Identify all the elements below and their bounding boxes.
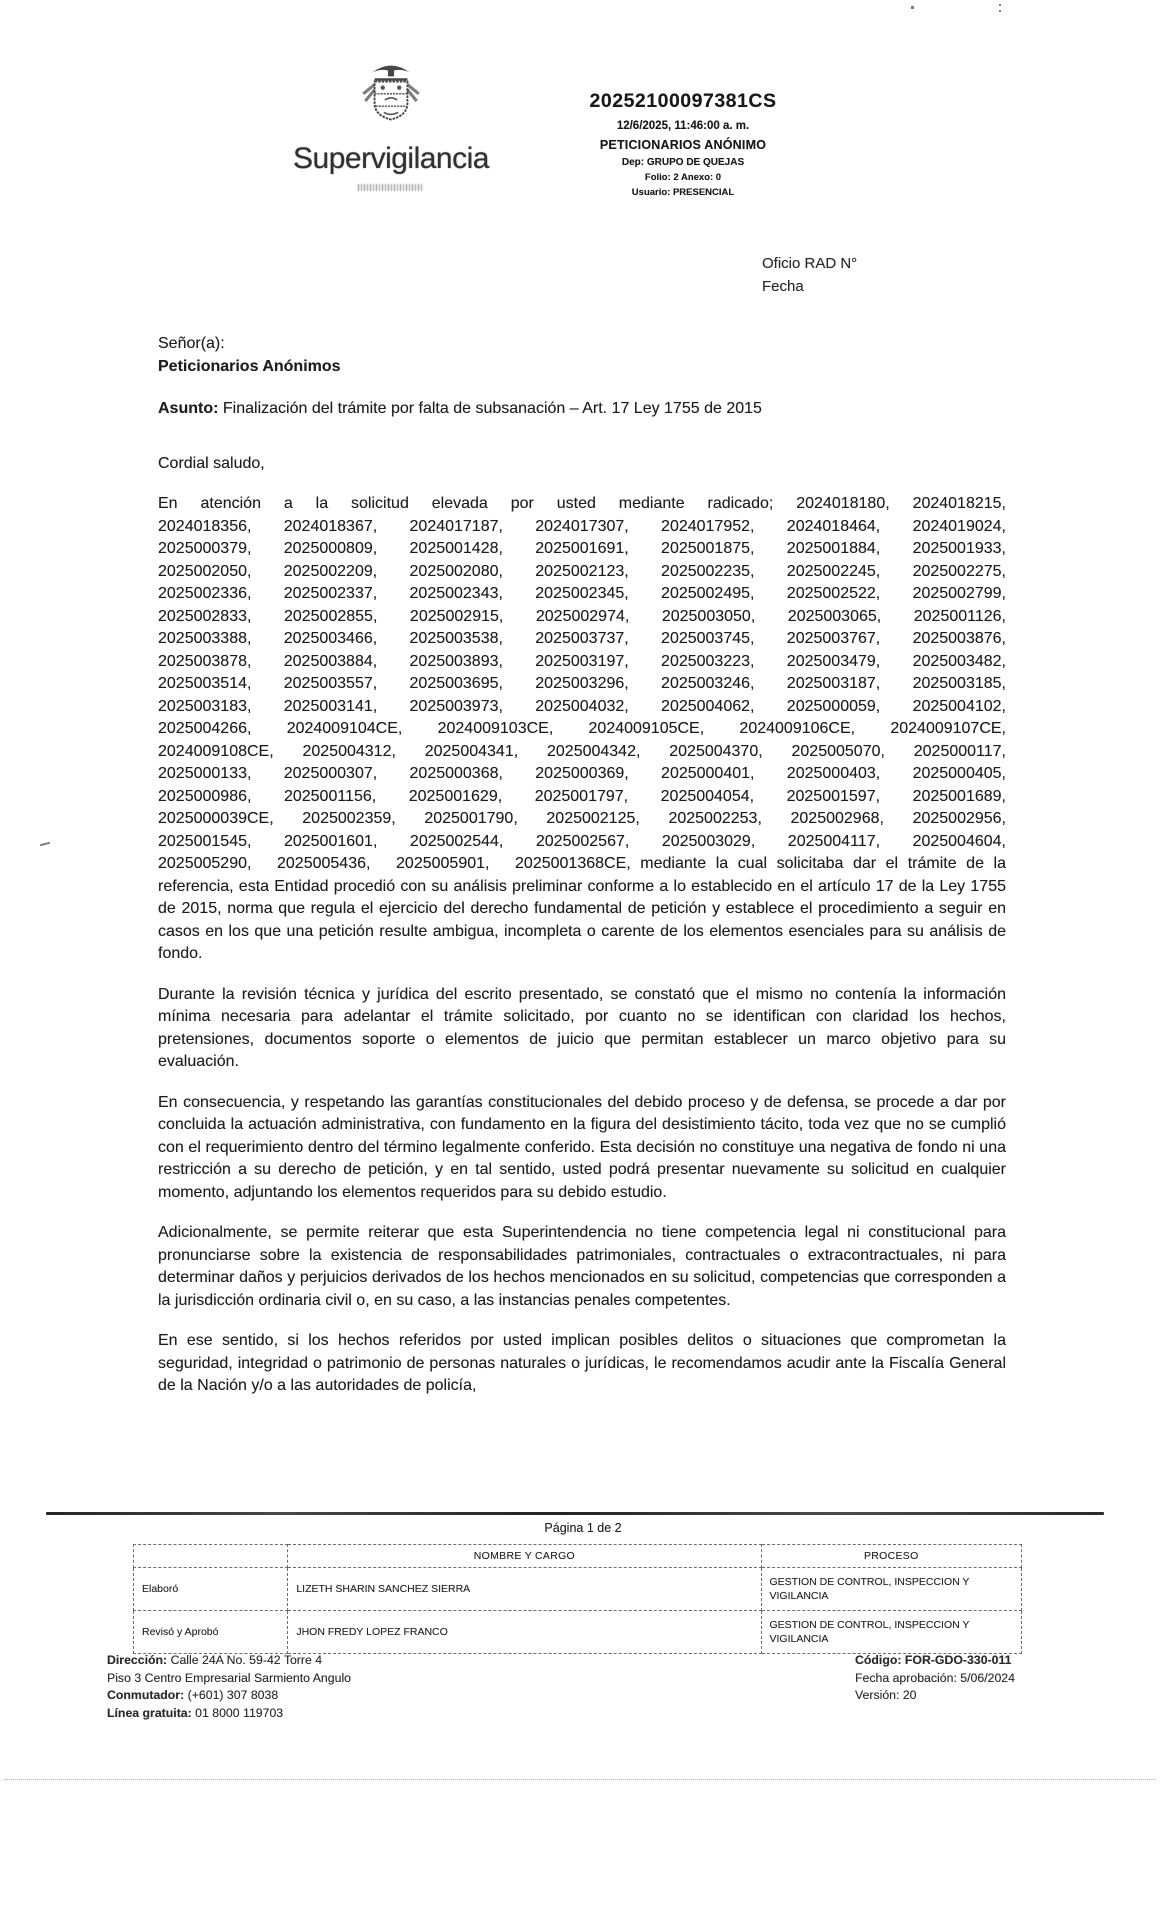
signature-table — [133, 1544, 1022, 1654]
radicado-number: 20252100097381CS — [589, 90, 777, 112]
letter-body — [158, 333, 1006, 1416]
letterhead — [278, 62, 504, 191]
code-line: Código: FOR-GDO-330-011 — [855, 1653, 1012, 1667]
paragraph-revision: Durante la revisión técnica y jurídica del escrito presentado, se constató que el mismo no contenía la información mínima necesaria para adelantar el trámite solicitado, por cuanto no se identifican con claridad los hechos, pretensiones, documentos soporte o elementos de juicio que permitan establecer un marco objetivo para su evaluación. — [158, 985, 1006, 1070]
approval-date-line: Fecha aprobación: 5/06/2024 — [855, 1670, 1015, 1685]
recipient-block — [158, 333, 1006, 378]
paragraph-fiscalia: En ese sentido, si los hechos referidos por usted implican posibles delitos o situaciones que comprometan la seguridad, integridad o patrimonio de personas naturales o jurídicas, le recomendamos acudir ante la Fiscalía General de la Nación y/o a las autoridades de policía, — [158, 1332, 1006, 1394]
address-line-gratuita: Línea gratuita: 01 8000 119703 — [107, 1705, 284, 1720]
row-role: Revisó y Aprobó — [134, 1611, 288, 1654]
subject-label: Asunto: — [158, 400, 219, 417]
paragraph-competencia: Adicionalmente, se permite reiterar que esta Superintendencia no tiene competencia legal ni constitucional para pronunciarse sobre la existencia de responsabilidades patrimoniales, contractuales o extracontractuales, ni para determinar daños y perjuicios derivados de los hechos mencionados en su solicitud, competencias que corresponden a la jurisdicción ordinaria civil o, en su caso, a las instancias penales competentes. — [158, 1224, 1006, 1309]
stamp-folio: Folio: 2 Anexo: 0 — [644, 172, 722, 183]
row-process: GESTION DE CONTROL, INSPECCION Y VIGILANCIA — [761, 1611, 1022, 1654]
address-line-piso: Piso 3 Centro Empresarial Sarmiento Angulo — [107, 1670, 352, 1685]
paragraph-consecuencia: En consecuencia, y respetando las garantías constitucionales del debido proceso y de defensa, se procede a dar por concluida la actuación administrativa, con fundamento en la figura del desistimiento tácito, toda vez que no se cumplió con el requerimiento dentro del término legalmente conferido. Esta decisión no constituye una negativa de fondo ni una restricción a su derecho de petición, y en tal sentido, usted podrá presentar nuevamente su solicitud en cualquier momento, adjuntando los elementos requeridos para su debido estudio. — [158, 1093, 1006, 1201]
address-line-conmutador: Conmutador: (+601) 307 8038 — [107, 1688, 279, 1702]
row-name: JHON FREDY LOPEZ FRANCO — [288, 1611, 761, 1654]
header-empty — [134, 1545, 288, 1568]
scan-artifact-speck — [999, 10, 1001, 12]
recipient-salutation: Señor(a): — [158, 335, 225, 352]
radicado-list: En atención a la solicitud elevada por usted mediante radicado; 2024018180, 2024018215, 2024018356, 2024018367, 2024017187, 2024017307, 2024017952, 2024018464, 2024019024, 2025000379, 2025000809, 2025001428, 2025001691, 2025001875, 2025001884, 2025001933, 2025002050, 2025002209, 2025002080, 2025002123, 2025002235, 2025002245, 2025002275, 2025002336, 2025002337, 2025002343, 2025002345, 2025002495, 2025002522, 2025002799, 2025002833, 2025002855, 2025002915, 2025002974, 2025003050, 2025003065, 2025001126, 2025003388, 2025003466, 2025003538, 2025003737, 2025003745, 2025003767, 2025003876, 2025003878, 2025003884, 2025003893, 2025003197, 2025003223, 2025003479, 2025003482, 2025003514, 2025003557, 2025003695, 2025003296, 2025003246, 2025003187, 2025003185, 2025003183, 2025003141, 2025003973, 2025004032, 2025004062, 2025000059, 2025004102, 2025004266, 2024009104CE, 2024009103CE, 2024009105CE, 2024009106CE, 2024009107CE, 2024009108CE, 2025004312, 2025004341, 2025004342, 2025004370, 2025005070, 2025000117, 2025000133, 2025000307, 2025000368, 2025000369, 2025000401, 2025000403, 2025000405, 2025000986, 2025001156, 2025001629, 2025001797, 2025004054, 2025001597, 2025001689, 2025000039CE, 2025002359, 2025001790, 2025002125, 2025002253, 2025002968, 2025002956, 2025001545, 2025001601, 2025002544, 2025002567, 2025003029, 2025004117, 2025004604, 2025005290, 2025005436, 2025005901, 2025001368CE, — [158, 495, 1006, 872]
row-role: Elaboró — [134, 1568, 288, 1611]
stamp-datetime: 12/6/2025, 11:46:00 a. m. — [616, 120, 750, 132]
oficio-block — [762, 252, 857, 298]
greeting: Cordial saludo, — [158, 454, 265, 472]
address-block — [107, 1652, 351, 1722]
table-row-elaboro — [134, 1568, 1022, 1611]
row-process: GESTION DE CONTROL, INSPECCION Y VIGILANCIA — [761, 1568, 1022, 1611]
subject-line — [158, 398, 1006, 421]
table-row-reviso — [134, 1611, 1022, 1654]
scan-artifact-speck — [999, 4, 1001, 6]
footer-divider — [46, 1512, 1104, 1515]
paragraph-radicados — [158, 493, 1006, 966]
coat-of-arms-icon — [360, 62, 422, 138]
stamp-user: Usuario: PRESENCIAL — [631, 187, 735, 198]
row-name: LIZETH SHARIN SANCHEZ SIERRA — [288, 1568, 761, 1611]
scan-artifact-speck — [911, 6, 914, 9]
scan-artifact-dash — [40, 842, 50, 846]
fecha-label: Fecha — [762, 278, 804, 295]
header-nombre-cargo: NOMBRE Y CARGO — [288, 1545, 761, 1568]
header-proceso: PROCESO — [761, 1545, 1022, 1568]
logo-wordmark: Supervigilancia — [293, 142, 489, 175]
document-code-block — [855, 1652, 1015, 1705]
oficio-rad-label: Oficio RAD N° — [762, 255, 858, 272]
address-line-direccion: Dirección: Calle 24A No. 59-42 Torre 4 — [107, 1653, 323, 1667]
recipient-name: Peticionarios Anónimos — [158, 357, 341, 375]
paragraph-radicados-rest: mediante la cual solicitaba dar el trámite de la referencia, esta Entidad procedió con su análisis preliminar conforme a lo establecido en el artículo 17 de la Ley 1755 de 2015, norma que regula el ejercicio del derecho fundamental de petición y establece el procedimiento a seguir en casos en los que una petición resulte ambigua, incompleta o carente de los elementos esenciales para su análisis de fondo. — [158, 855, 1007, 962]
table-header-row — [134, 1545, 1022, 1568]
page-indicator: Página 1 de 2 — [544, 1521, 622, 1535]
stamp-petitioner: PETICIONARIOS ANÓNIMO — [599, 138, 767, 152]
logo-tagline-blur — [358, 184, 424, 191]
version-line: Versión: 20 — [855, 1688, 917, 1702]
stamp-department: Dep: GRUPO DE QUEJAS — [621, 157, 745, 168]
scan-artifact-dotted-line — [4, 1779, 1156, 1780]
radicado-stamp — [563, 90, 803, 198]
subject-text: Finalización del trámite por falta de subsanación – Art. 17 Ley 1755 de 2015 — [222, 400, 762, 417]
